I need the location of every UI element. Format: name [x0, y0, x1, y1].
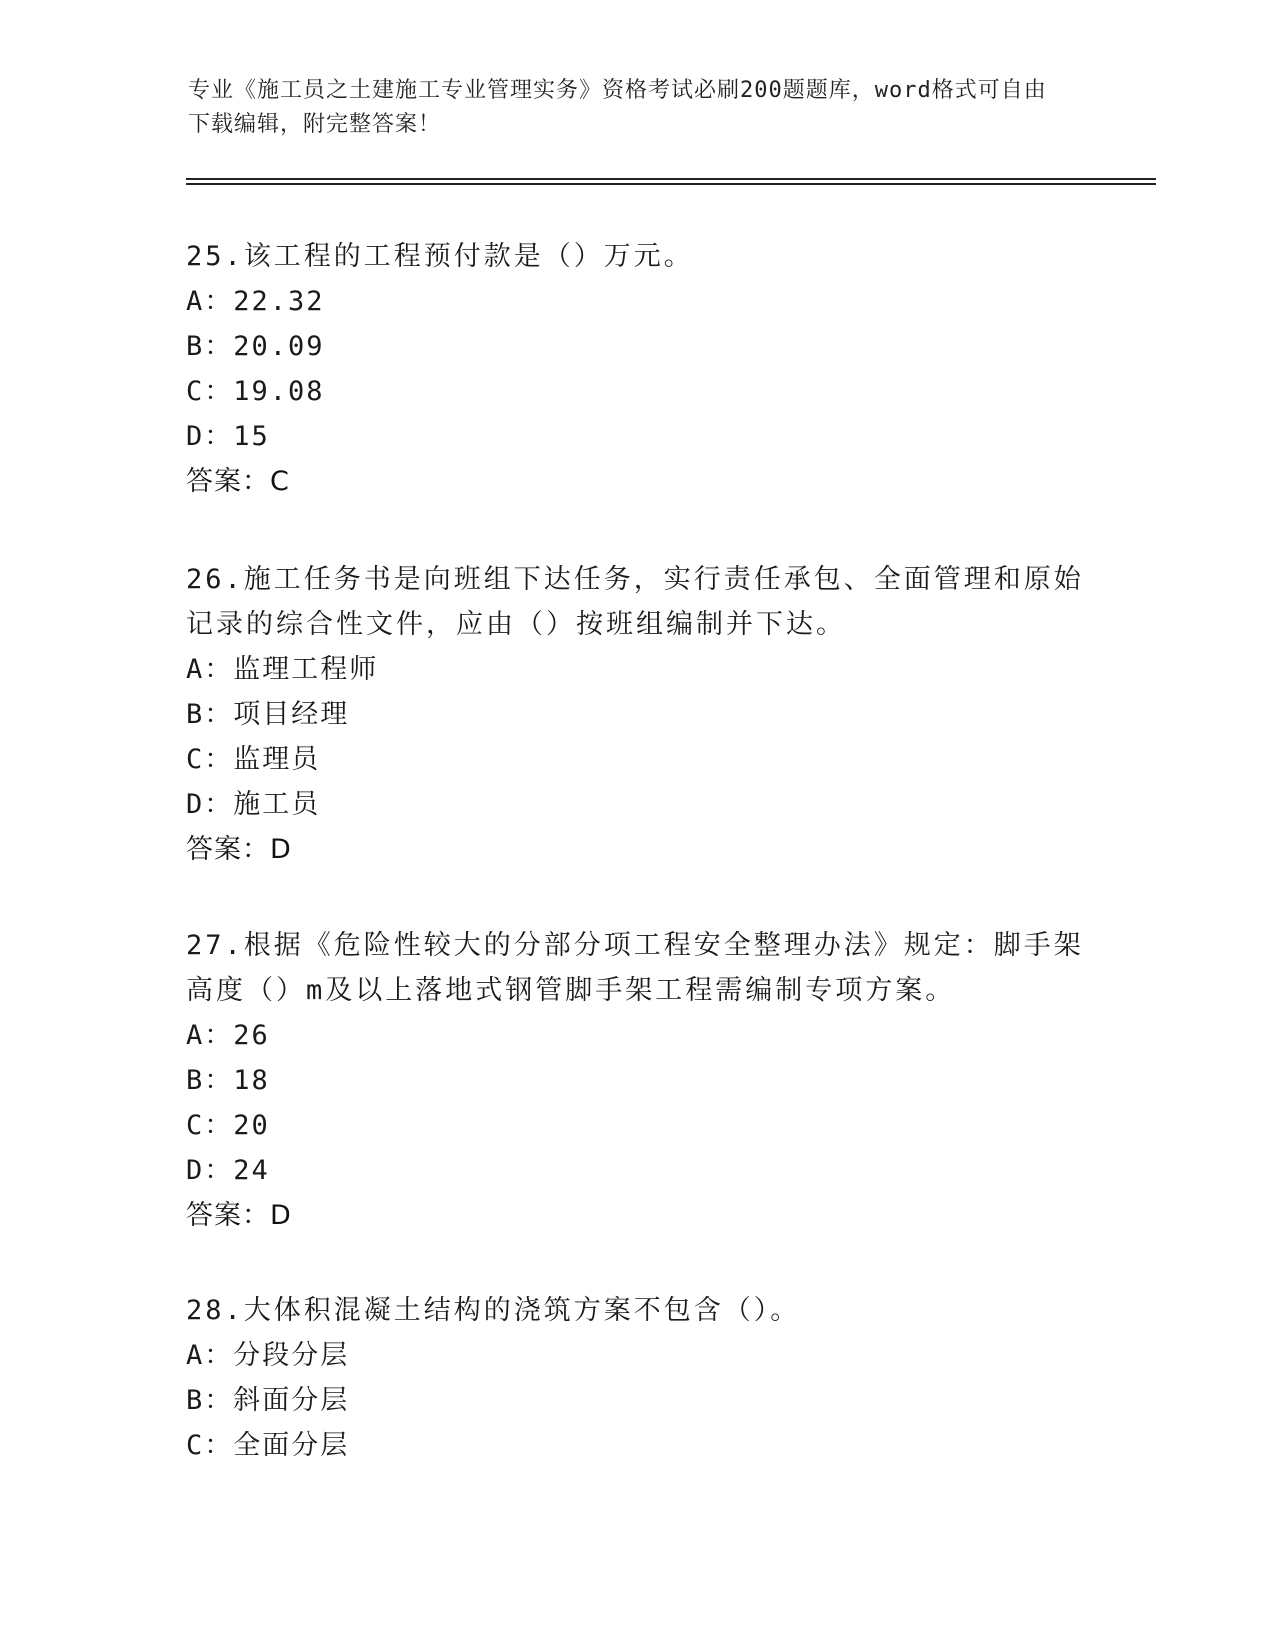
option-c: C：20 [186, 1110, 270, 1141]
option-b: B：18 [186, 1065, 270, 1096]
question-26 [186, 557, 1086, 872]
option-d: D：24 [186, 1155, 270, 1186]
option-a: A：分段分层 [186, 1340, 350, 1371]
question-stem: 26.施工任务书是向班组下达任务，实行责任承包、全面管理和原始记录的综合性文件，应由（）按班组编制并下达。 [186, 564, 1084, 640]
question-stem: 27.根据《危险性较大的分部分项工程安全整理办法》规定：脚手架高度（）m及以上落地式钢管脚手架工程需编制专项方案。 [186, 930, 1084, 1006]
answer: 答案：C [186, 466, 290, 497]
option-a: A：22.32 [186, 286, 325, 317]
header-divider-top [186, 178, 1156, 180]
answer: 答案：D [186, 1200, 292, 1231]
option-d: D：15 [186, 421, 270, 452]
document-header: 专业《施工员之土建施工专业管理实务》资格考试必刷200题题库，word格式可自由下载编辑，附完整答案！ [188, 78, 1047, 137]
option-c: C：全面分层 [186, 1430, 350, 1461]
answer: 答案：D [186, 834, 292, 865]
question-stem: 25.该工程的工程预付款是（）万元。 [186, 241, 694, 272]
option-b: B：斜面分层 [186, 1385, 350, 1416]
header-divider-bottom [186, 183, 1156, 185]
option-b: B：项目经理 [186, 699, 350, 730]
question-27 [186, 923, 1086, 1238]
question-25 [186, 234, 1086, 504]
question-stem: 28.大体积混凝土结构的浇筑方案不包含（）。 [186, 1295, 801, 1326]
option-d: D：施工员 [186, 789, 321, 820]
option-c: C：19.08 [186, 376, 325, 407]
option-c: C：监理员 [186, 744, 321, 775]
option-a: A：26 [186, 1020, 270, 1051]
option-b: B：20.09 [186, 331, 325, 362]
question-28 [186, 1288, 1086, 1468]
option-a: A：监理工程师 [186, 654, 379, 685]
